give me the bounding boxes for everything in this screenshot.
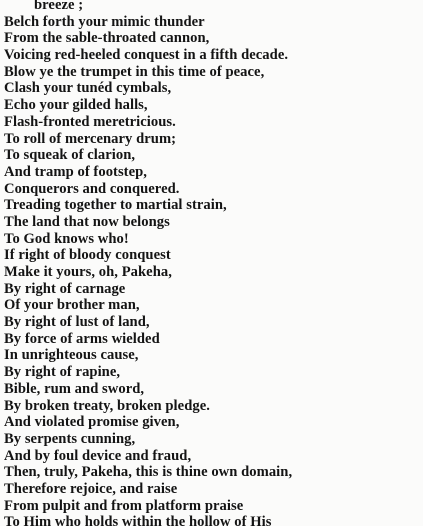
poem-line: By serpents cunning, [4, 430, 136, 447]
poem-line: Bible, rum and sword, [4, 380, 145, 397]
poem-line: Make it yours, oh, Pakeha, [4, 264, 172, 280]
poem-line: And violated promise given, [4, 414, 180, 431]
poem-line: To God knows who! [4, 230, 129, 247]
poem-line: breeze ; [34, 0, 84, 13]
poem-line: Clash your tunéd cymbals, [4, 80, 172, 97]
poem-line: Blow ye the trumpet in this time of peace, [4, 63, 265, 80]
poem-line: And tramp of footstep, [4, 163, 147, 180]
poem-line: From the sable-throated cannon, [4, 30, 210, 47]
poem-line: Therefore rejoice, and raise [4, 480, 178, 497]
poem-line: By right of lust of land, [4, 314, 150, 331]
poem-line: Belch forth your mimic thunder [4, 13, 205, 30]
poem-line: By broken treaty, broken pledge. [4, 397, 210, 414]
poem-line: To Him who holds within the hollow of His [4, 514, 272, 531]
poem-line: By force of arms wielded [4, 330, 160, 347]
poem-line: To squeak of clarion, [4, 147, 136, 164]
poem-line: Flash-fronted meretricious. [4, 113, 176, 130]
poem-line: To roll of mercenary drum; [4, 130, 177, 147]
poem-line: In unrighteous cause, [4, 347, 139, 364]
poem-line: If right of bloody conquest [4, 247, 171, 264]
poem-line: Voicing red-heeled conquest in a fifth decade. [4, 47, 289, 64]
poem-line: From pulpit and from platform praise [4, 497, 244, 514]
poem-text [4, 0, 292, 531]
poem-line: Then, truly, Pakeha, this is thine own domain, [4, 464, 293, 481]
poem-line: Treading together to martial strain, [4, 197, 227, 214]
poem-line: The land that now belongs [4, 213, 170, 230]
poem-line: Of your brother man, [4, 297, 140, 314]
poem-line: By right of rapine, [4, 364, 121, 381]
poem-line: Echo your gilded halls, [4, 97, 148, 114]
poem-line: Conquerors and conquered. [4, 180, 180, 197]
poem-line: And by foul device and fraud, [4, 447, 192, 464]
poem-line: By right of carnage [4, 280, 126, 297]
